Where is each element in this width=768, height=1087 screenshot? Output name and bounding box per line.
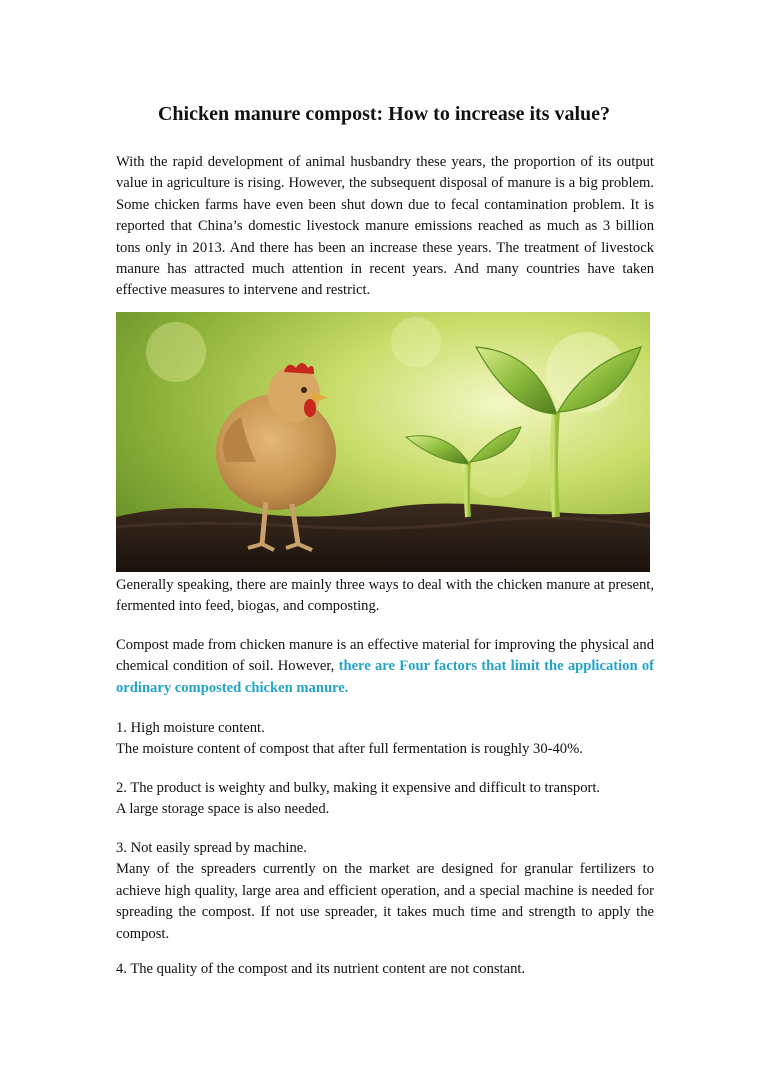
factor-detail: Many of the spreaders currently on the market are designed for granular fertilizers to achieve high quality, large area and efficient operation, and a special machine is needed for spreading the compost. If not use spreader, it takes much time and strength to apply the compost. xyxy=(116,861,654,942)
factor-item xyxy=(116,959,654,980)
page-title: Chicken manure compost: How to increase its value? xyxy=(157,103,610,125)
limiting-factors-highlight: there are Four factors that limit the application of ordinary composted chicken manure. xyxy=(116,658,655,696)
compost-lead-text: Compost made from chicken manure is an effective material for improving the physical and chemical condition of soil. However, xyxy=(116,637,654,675)
factor-heading: 3. Not easily spread by machine. xyxy=(116,840,307,856)
factor-detail: A large storage space is also needed. xyxy=(116,801,330,818)
factor-item xyxy=(116,778,654,821)
chicken-seedling-photo xyxy=(116,312,650,572)
factor-detail: The moisture content of compost that after full fermentation is roughly 30-40%. xyxy=(116,741,583,758)
intro-paragraph: With the rapid development of animal husbandry these years, the proportion of its output value in agriculture is rising. However, the subsequent disposal of manure is a big problem. Some chicken farms have even been shut down due to fecal contamination problem. It is reported that China’s domestic livestock manure emissions reached as much as 3 billion tons only in 2013. And there has been an increase these years. The treatment of livestock manure has attracted much attention in recent years. And many countries have taken effective measures to intervene and restrict. xyxy=(116,154,654,299)
factor-heading: 1. High moisture content. xyxy=(116,720,265,736)
factor-heading: 2. The product is weighty and bulky, making it expensive and difficult to transport. xyxy=(116,780,601,796)
factor-item xyxy=(116,718,654,761)
factor-heading: 4. The quality of the compost and its nutrient content are not constant. xyxy=(116,961,526,977)
compost-paragraph xyxy=(116,635,654,699)
ways-paragraph: Generally speaking, there are mainly three ways to deal with the chicken manure at present, fermented into feed, biogas, and composting. xyxy=(116,577,654,615)
factor-item xyxy=(116,838,654,945)
